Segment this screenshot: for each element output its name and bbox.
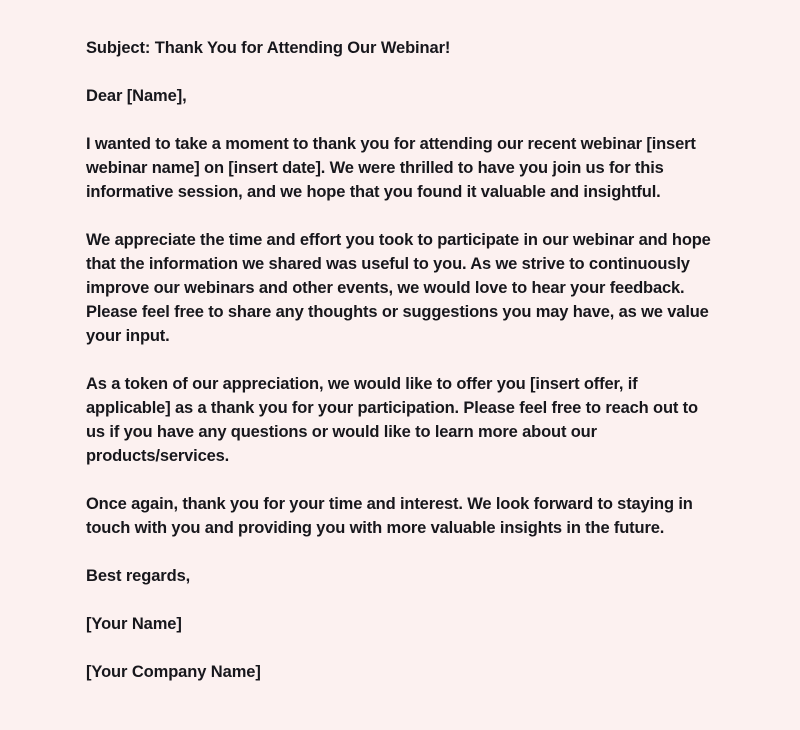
email-signoff: Best regards, xyxy=(86,567,191,585)
email-body xyxy=(86,36,714,684)
email-salutation: Dear [Name], xyxy=(86,87,187,105)
email-paragraph-2: We appreciate the time and effort you took to participate in our webinar and hope that the information we shared was useful to you. As we strive to continuously improve our webinars and other events, we would love to hear your feedback. Please feel free to share any thoughts or suggestions you may have, as we value your input. xyxy=(86,231,711,345)
email-subject-line: Subject: Thank You for Attending Our Webinar! xyxy=(86,39,451,57)
email-paragraph-3: As a token of our appreciation, we would like to offer you [insert offer, if applicable] as a thank you for your participation. Please feel free to reach out to us if you have any questions or would like to learn more about our products/services. xyxy=(86,375,698,465)
email-paragraph-1: I wanted to take a moment to thank you for attending our recent webinar [insert webinar name] on [insert date]. We were thrilled to have you join us for this informative session, and we hope that you found it valuable and insightful. xyxy=(86,135,696,201)
email-paragraph-4: Once again, thank you for your time and interest. We look forward to staying in touch with you and providing you with more valuable insights in the future. xyxy=(86,495,693,537)
email-signature-name: [Your Name] xyxy=(86,615,182,633)
email-signature-company: [Your Company Name] xyxy=(86,663,261,681)
